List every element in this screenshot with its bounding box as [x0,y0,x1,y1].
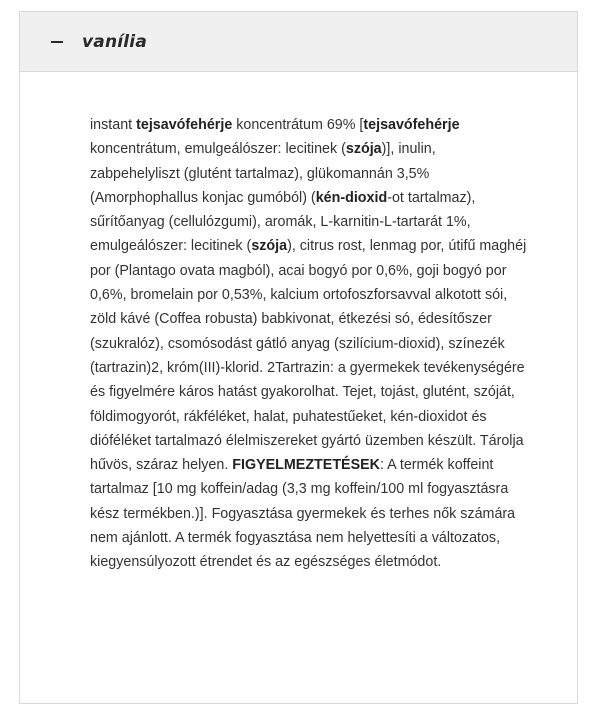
ingredients-text [90,113,527,575]
ingredient-segment-bold: kén-dioxid [315,189,388,206]
ingredient-segment: -ot tartalmaz), sűrítőanyag (cellulózgumi), aromák, L-karnitin-L-tartarát 1%, emulgeálószer: lecitinek ( [90,189,476,255]
ingredient-segment-bold: szója [345,141,382,158]
minus-icon[interactable] [51,41,63,43]
ingredient-segment: koncentrátum 69% [ [232,117,364,133]
accordion-content [20,72,577,575]
ingredient-segment: : A termék koffeint tartalmaz [10 mg koffein/adag (3,3 mg koffein/100 ml fogyasztásra kész termékben.)]. Fogyasztása gyermekek és terhes nők számára nem ajánlott. A termék fogyasztása nem helyettesíti a változatos, kiegyensúlyozott étrendet és az egészséges életmódot. [90,457,516,571]
ingredient-segment: instant [90,117,137,133]
warnings-label: FIGYELMEZTETÉSEK [232,457,380,474]
ingredient-segment: )], inulin, zabpehelyliszt (glutént tartalmaz), glükomannán 3,5% (Amorphophallus konjac gumóból) ( [90,141,436,206]
ingredient-segment: koncentrátum, emulgeálószer: lecitinek ( [90,141,346,158]
ingredient-segment-bold: tejsavófehérje [136,117,233,133]
ingredient-segment-bold: tejsavófehérje [363,117,460,133]
accordion-header[interactable] [20,12,577,72]
ingredient-segment: ), citrus rost, lenmag por, útifű maghéj por (Plantago ovata magból), acai bogyó por 0,6%, goji bogyó por 0,6%, bromelain por 0,53%, kalcium ortofoszforsavval alkotott sói, zöld kávé (Coffea robusta) babkivonat, étkezési só, édesítőszer (szukralóz), csomósodást gátló anyag (szilícium-dioxid), színezék (tartrazin)2, króm(III)-klorid. 2Tartrazin: a gyermekek tevékenységére és figyelmére káros hatást gyakorolhat. Tejet, tojást, glutént, szóját, földimogyorót, rákféléket, halat, puhatestűeket, kén-dioxidot és dióféléket tartalmazó élelmiszereket gyártó üzemben készült. Tárolja hűvös, száraz helyen. [90,238,527,474]
accordion-panel [19,11,578,704]
ingredient-segment-bold: szója [251,238,288,255]
accordion-title: vanília [82,31,148,52]
